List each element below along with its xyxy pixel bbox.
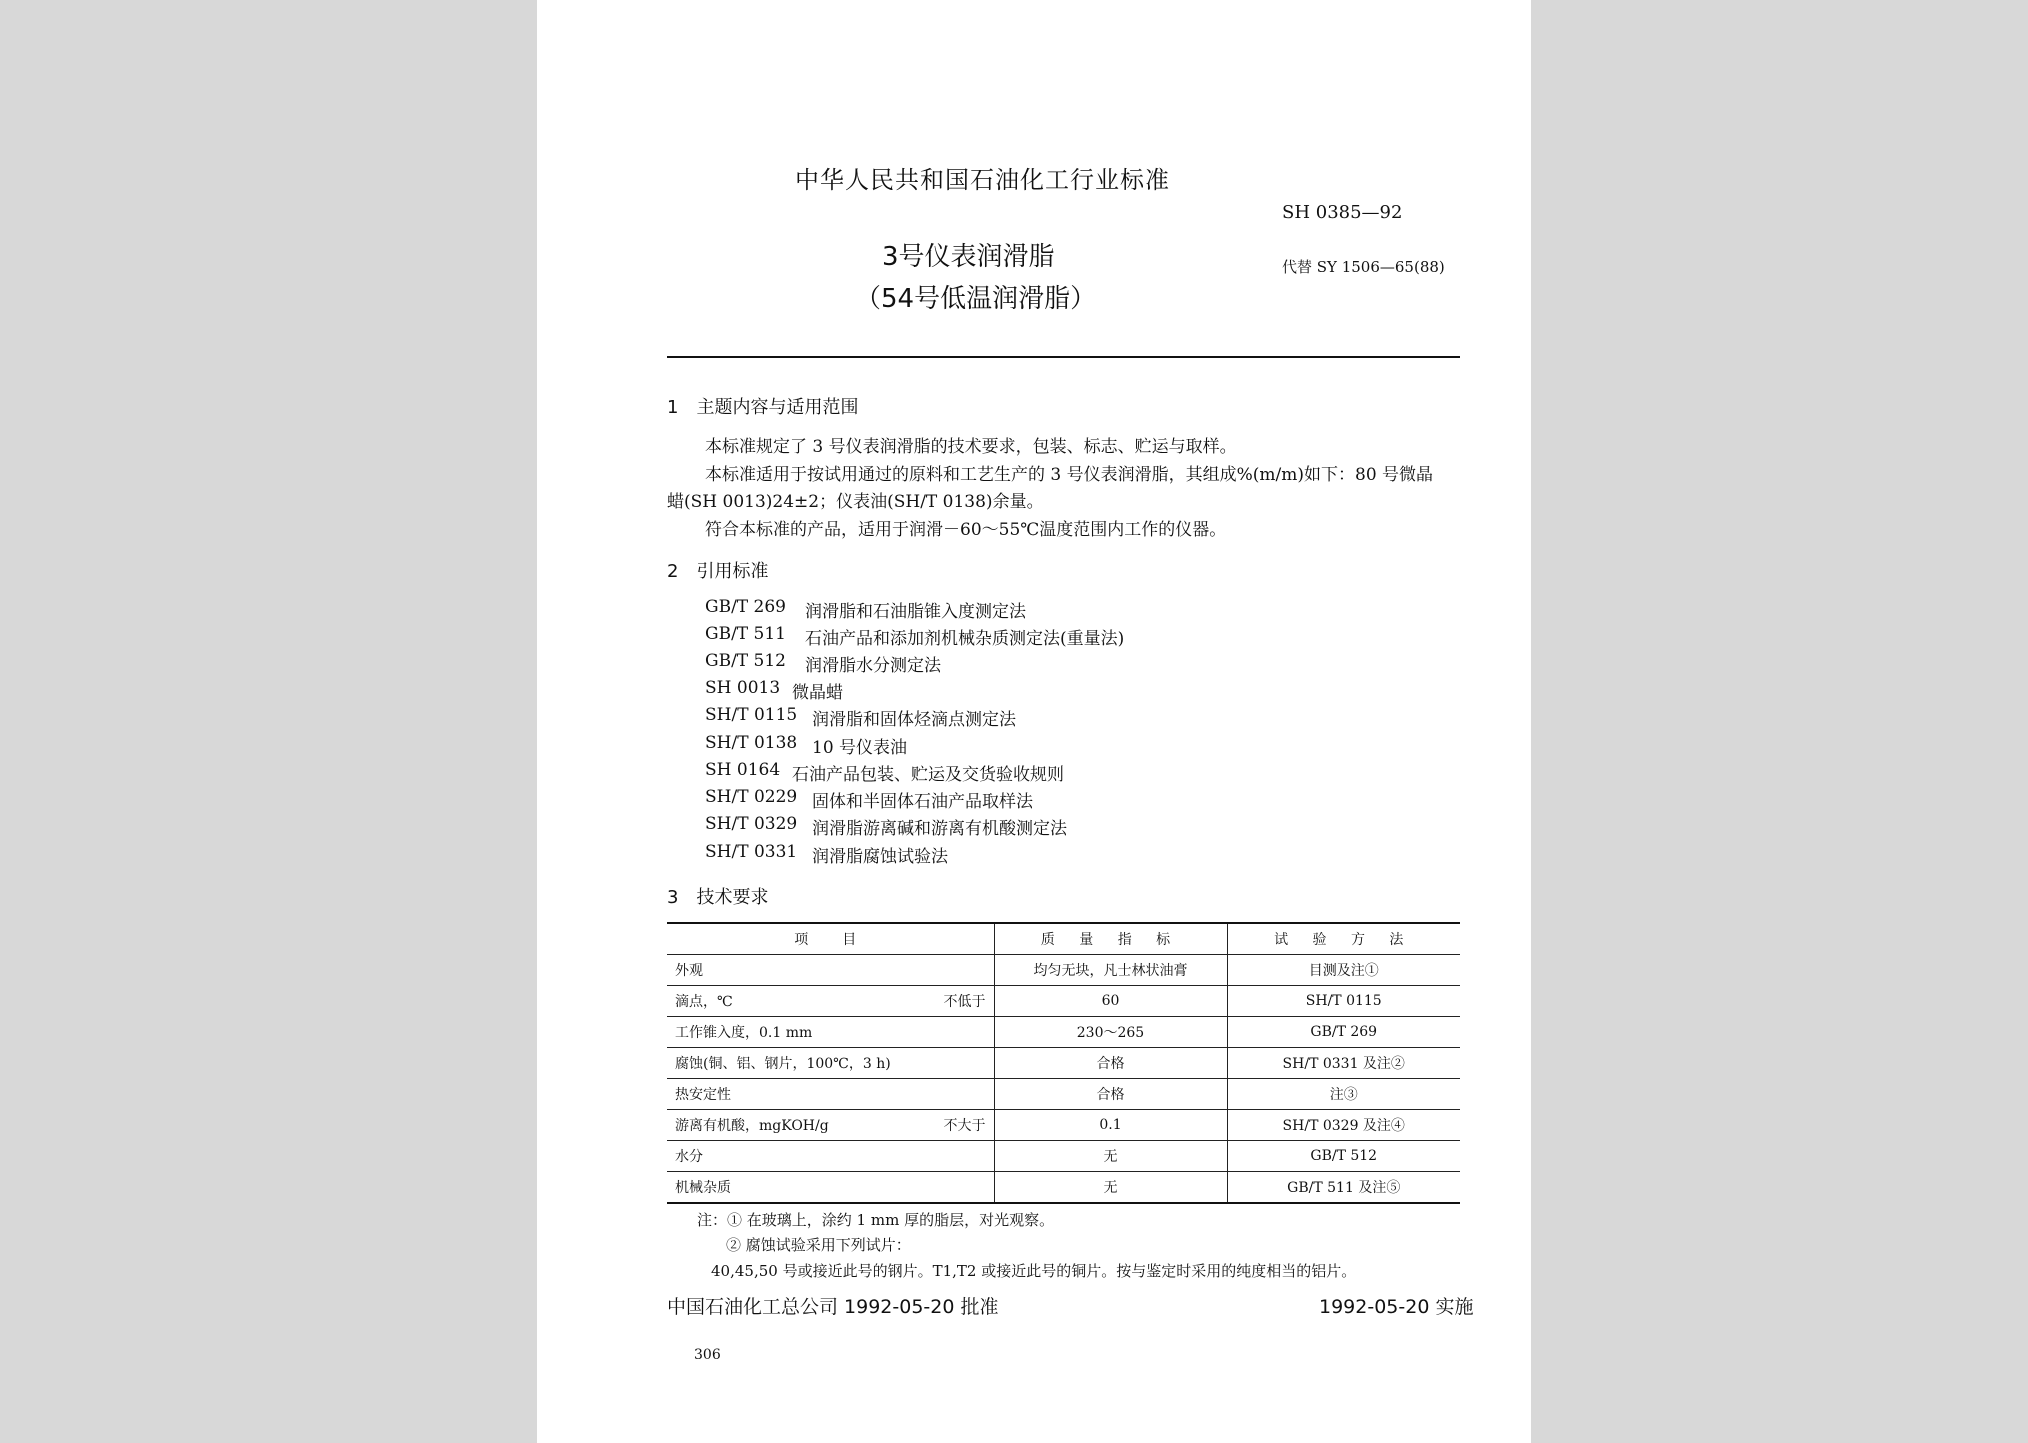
page-number: 306 [694,1347,721,1363]
item-label: 滴点，℃ [675,994,733,1010]
method-cell: GB/T 269 [1227,1017,1460,1048]
method-cell: GB/T 511 及注⑤ [1227,1172,1460,1204]
section3-heading: 3 技术要求 [667,887,769,908]
quality-cell: 230～265 [994,1017,1227,1048]
table-row [667,1110,1460,1141]
reference-title: 10 号仪表油 [812,738,908,758]
quality-cell: 0.1 [994,1110,1227,1141]
replaces-standard: 代替 SY 1506—65(88) [1282,258,1445,276]
quality-cell: 合格 [994,1048,1227,1079]
item-qualifier: 不低于 [943,994,986,1010]
reference-code: GB/T 512 [705,651,786,671]
reference-title: 润滑脂和固体烃滴点测定法 [812,710,1016,730]
reference-title: 石油产品包装、贮运及交货验收规则 [792,765,1064,785]
approval-line: 中国石油化工总公司 1992-05-20 批准 [667,1296,999,1318]
table-row [667,1048,1460,1079]
quality-cell: 合格 [994,1079,1227,1110]
reference-title: 石油产品和添加剂机械杂质测定法(重量法) [805,629,1125,649]
item-cell [667,1017,994,1048]
quality-cell: 无 [994,1141,1227,1172]
table-row [667,1141,1460,1172]
reference-title: 润滑脂游离碱和游离有机酸测定法 [812,819,1067,839]
item-cell [667,1048,994,1079]
reference-title: 润滑脂腐蚀试验法 [812,847,948,867]
item-label: 水分 [675,1149,703,1165]
reference-code: SH/T 0329 [705,814,798,834]
reference-code: SH/T 0331 [705,842,798,862]
table-row [667,955,1460,986]
section1-heading: 1 主题内容与适用范围 [667,397,859,418]
table-header-row [667,923,1460,955]
section2-heading: 2 引用标准 [667,561,769,582]
item-cell [667,1110,994,1141]
item-cell [667,1079,994,1110]
table-row [667,1079,1460,1110]
section1-paragraph: 符合本标准的产品，适用于润滑－60～55℃温度范围内工作的仪器。 [705,520,1227,540]
reference-title: 润滑脂水分测定法 [805,656,941,676]
reference-code: SH/T 0138 [705,733,798,753]
table-row [667,986,1460,1017]
method-cell: SH/T 0331 及注② [1227,1048,1460,1079]
item-cell [667,1172,994,1204]
item-label: 热安定性 [675,1087,731,1103]
document-subtitle: （54号低温润滑脂） [855,284,1097,314]
section1-paragraph: 本标准适用于按试用通过的原料和工艺生产的 3 号仪表润滑脂，其组成%(m/m)如下：80 号微晶 [705,465,1434,485]
reference-title: 润滑脂和石油脂锥入度测定法 [805,602,1026,622]
item-label: 机械杂质 [675,1180,731,1196]
item-qualifier: 不大于 [943,1118,986,1134]
item-cell [667,955,994,986]
table-note: ② 腐蚀试验采用下列试片： [726,1236,911,1254]
quality-cell: 60 [994,986,1227,1017]
item-label: 外观 [675,963,703,979]
item-label: 工作锥入度，0.1 mm [675,1025,813,1041]
item-label: 腐蚀(铜、铝、钢片，100℃，3 h) [675,1056,891,1072]
item-label: 游离有机酸，mgKOH/g [675,1118,829,1134]
section1-paragraph: 蜡(SH 0013)24±2；仪表油(SH/T 0138)余量。 [667,492,1044,512]
table-note-detail: 40,45,50 号或接近此号的钢片。T1,T2 或接近此号的铜片。按与鉴定时采用的纯度相当的铝片。 [711,1262,1357,1280]
section1-paragraph: 本标准规定了 3 号仪表润滑脂的技术要求，包装、标志、贮运与取样。 [705,437,1237,457]
document-page [537,0,1531,1443]
method-cell: SH/T 0329 及注④ [1227,1110,1460,1141]
reference-code: SH 0164 [705,760,781,780]
standard-code: SH 0385—92 [1282,202,1403,223]
reference-code: SH/T 0115 [705,705,798,725]
header-divider [667,356,1460,358]
method-cell: 注③ [1227,1079,1460,1110]
reference-code: SH 0013 [705,678,781,698]
method-cell: SH/T 0115 [1227,986,1460,1017]
reference-title: 固体和半固体石油产品取样法 [812,792,1033,812]
effective-date: 1992-05-20 实施 [1319,1296,1474,1318]
item-cell [667,986,994,1017]
document-title: 3号仪表润滑脂 [882,242,1055,272]
technical-requirements-table [667,922,1460,1204]
column-header-method: 试 验 方 法 [1227,923,1460,955]
reference-code: GB/T 269 [705,597,786,617]
method-cell: GB/T 512 [1227,1141,1460,1172]
quality-cell: 均匀无块，凡士林状油膏 [994,955,1227,986]
item-cell [667,1141,994,1172]
issuing-organization: 中华人民共和国石油化工行业标准 [795,166,1170,194]
table-row [667,1017,1460,1048]
column-header-item: 项 目 [667,923,994,955]
reference-title: 微晶蜡 [792,683,843,703]
table-row [667,1172,1460,1204]
method-cell: 目测及注① [1227,955,1460,986]
quality-cell: 无 [994,1172,1227,1204]
table-note: 注：① 在玻璃上，涂约 1 mm 厚的脂层，对光观察。 [697,1211,1055,1229]
column-header-quality: 质 量 指 标 [994,923,1227,955]
reference-code: GB/T 511 [705,624,786,644]
reference-code: SH/T 0229 [705,787,798,807]
